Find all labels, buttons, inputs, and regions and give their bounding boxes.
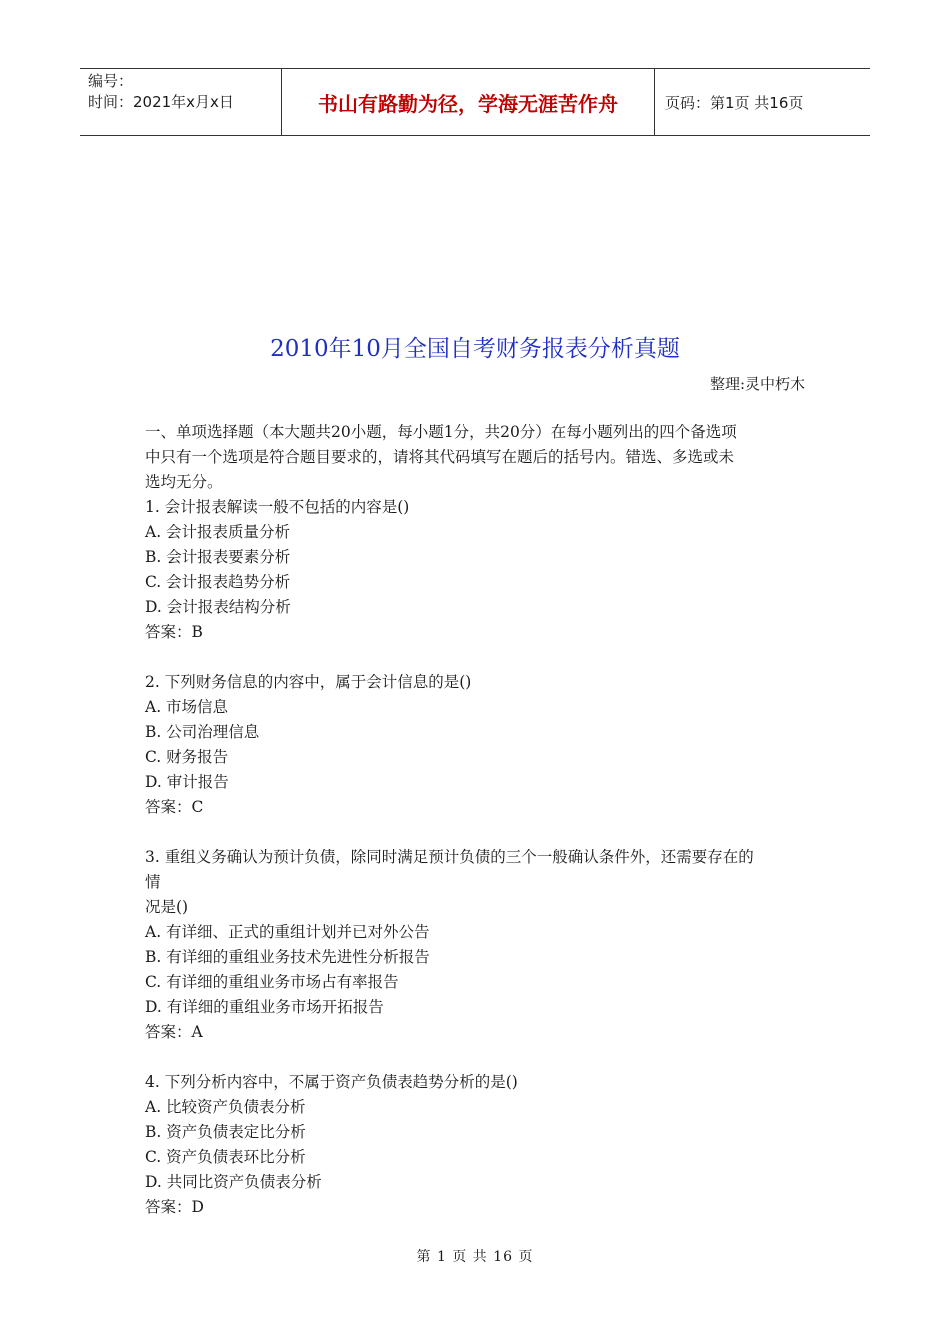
time-label: 时间：2021年x月x日 — [88, 93, 234, 111]
answer: 答案：B — [145, 623, 203, 641]
document-title: 2010年10月全国自考财务报表分析真题 — [270, 336, 680, 362]
answer: 答案：C — [145, 798, 204, 816]
question-stem: 3. 重组义务确认为预计负债，除同时满足预计负债的三个一般确认条件外，还需要存在的 — [145, 848, 754, 866]
option-b: B. 公司治理信息 — [145, 723, 260, 741]
option-a: A. 市场信息 — [145, 698, 229, 716]
option-b: B. 有详细的重组业务技术先进性分析报告 — [145, 948, 430, 966]
header-meta-cell — [80, 69, 282, 135]
page-footer: 第 1 页 共 16 页 — [416, 1249, 534, 1265]
question-stem-cont: 情 — [145, 873, 161, 891]
option-d: D. 会计报表结构分析 — [145, 598, 291, 616]
instruction-line: 一、单项选择题（本大题共20小题，每小题1分，共20分）在每小题列出的四个备选项 — [145, 423, 737, 441]
option-a: A. 比较资产负债表分析 — [145, 1098, 306, 1116]
option-a: A. 会计报表质量分析 — [145, 523, 291, 541]
code-label: 编号： — [88, 72, 134, 90]
motto: 书山有路勤为径，学海无涯苦作舟 — [318, 91, 618, 116]
header-table — [80, 68, 870, 136]
question-1 — [145, 495, 810, 645]
header-motto-cell — [282, 69, 655, 135]
instruction-line: 中只有一个选项是符合题目要求的，请将其代码填写在题后的括号内。错选、多选或未 — [145, 448, 735, 466]
option-b: B. 会计报表要素分析 — [145, 548, 291, 566]
question-stem: 4. 下列分析内容中，不属于资产负债表趋势分析的是() — [145, 1073, 518, 1091]
header-page-cell — [655, 69, 870, 135]
option-d: D. 审计报告 — [145, 773, 229, 791]
answer: 答案：A — [145, 1023, 203, 1041]
instruction-line: 选均无分。 — [145, 473, 223, 491]
section-instructions — [145, 420, 810, 495]
question-4 — [145, 1070, 810, 1220]
option-d: D. 共同比资产负债表分析 — [145, 1173, 322, 1191]
option-c: C. 财务报告 — [145, 748, 229, 766]
option-d: D. 有详细的重组业务市场开拓报告 — [145, 998, 384, 1016]
question-3 — [145, 845, 810, 1045]
option-c: C. 资产负债表环比分析 — [145, 1148, 306, 1166]
document-body — [145, 420, 810, 1220]
page-info: 页码：第1页 共16页 — [665, 93, 804, 112]
option-b: B. 资产负债表定比分析 — [145, 1123, 306, 1141]
organizer-credit: 整理:灵中朽木 — [709, 375, 805, 393]
answer: 答案：D — [145, 1198, 204, 1216]
question-stem: 1. 会计报表解读一般不包括的内容是() — [145, 498, 410, 516]
question-stem-cont: 况是() — [145, 898, 189, 916]
option-a: A. 有详细、正式的重组计划并已对外公告 — [145, 923, 430, 941]
question-2 — [145, 670, 810, 820]
option-c: C. 会计报表趋势分析 — [145, 573, 291, 591]
question-stem: 2. 下列财务信息的内容中，属于会计信息的是() — [145, 673, 472, 691]
option-c: C. 有详细的重组业务市场占有率报告 — [145, 973, 399, 991]
